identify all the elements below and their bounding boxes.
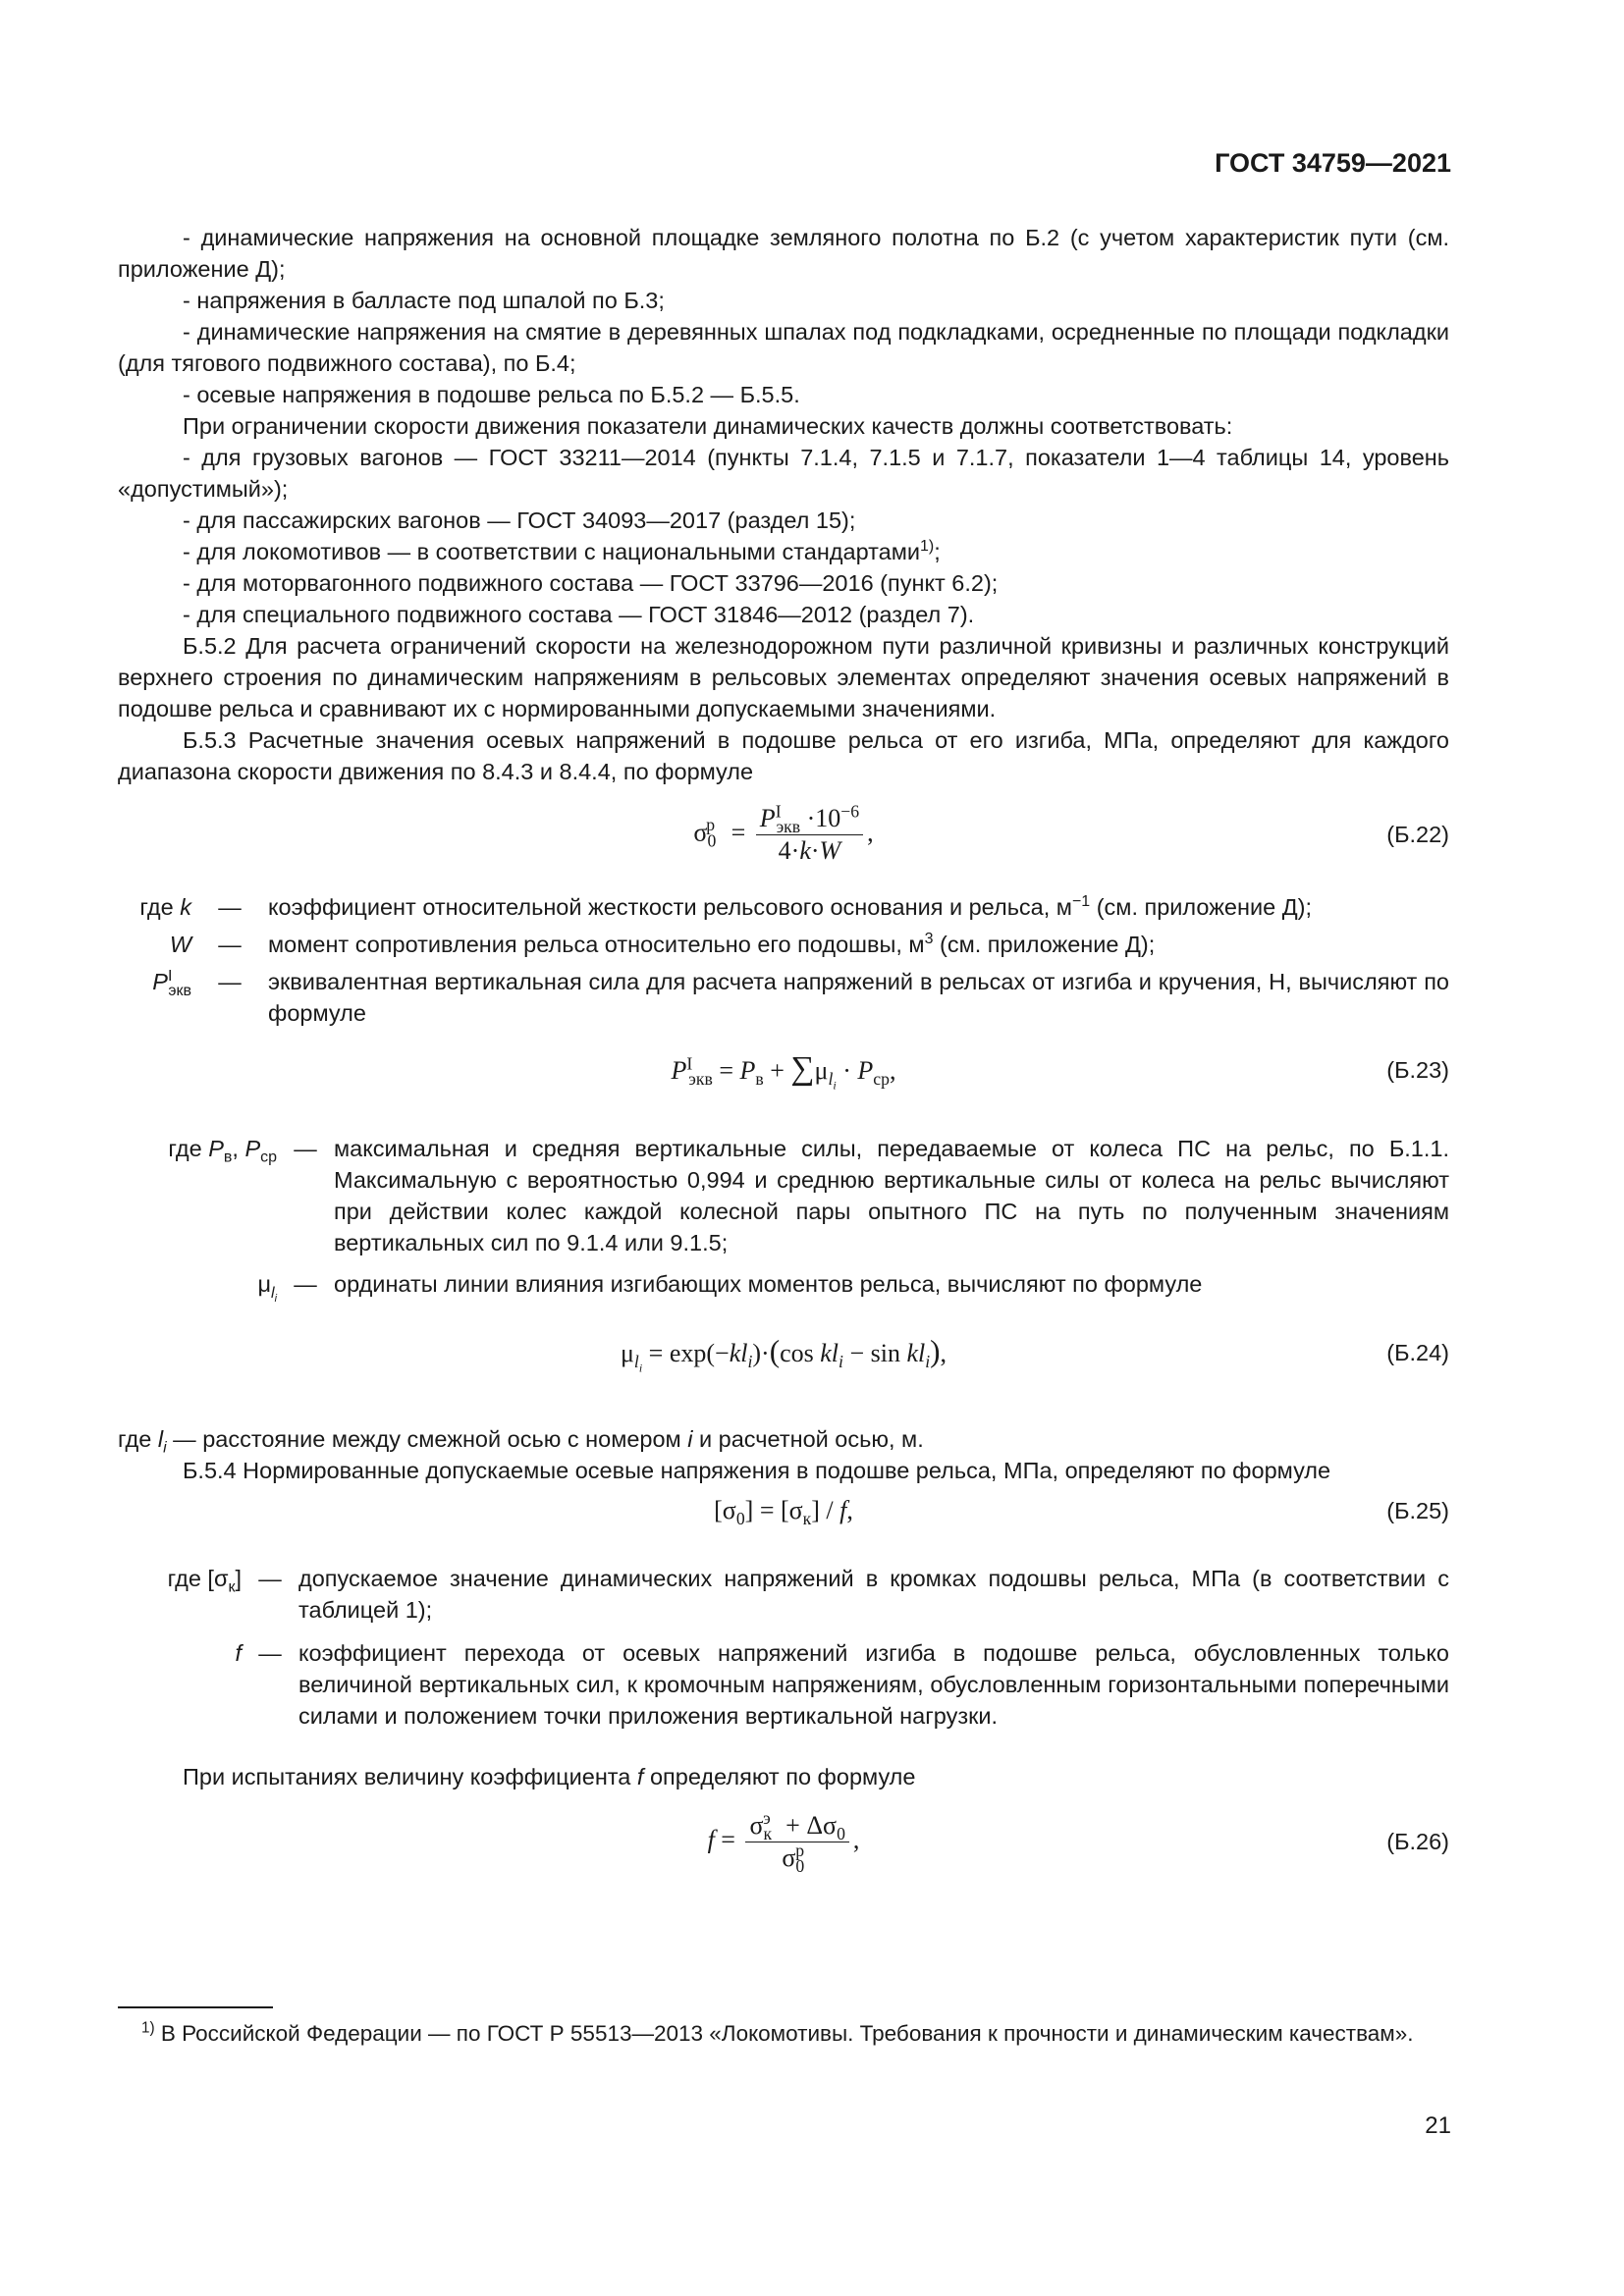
where-p-avg-row: где $P_в$, $P_{ср}$ — максимальная и средняя вертикальные силы, передаваемые от колеса ПС на рельс, по Б.1.1. Максимальную с вероятностью 0,994 и среднюю вертикальные силы от колеса на рельс вычисляют при действии колес каждой колесной пары опытного ПС на путь по полученным значениям вертикальных сил по 9.1.4 или 9.1.5; [118, 1133, 1449, 1258]
intro-item-4: - осевые напряжения в подошве рельса по Б.5.2 — Б.5.5. [183, 382, 800, 407]
speed-limit-intro: При ограничении скорости движения показатели динамических качеств должны соответствовать: [183, 413, 1233, 439]
p-equivalent-description: эквивалентная вертикальная сила для расчета напряжений в рельсах от изгиба и кручения, Н, вычисляют по формуле [268, 969, 1449, 1026]
formula-b22-expression: $\sigma_0^р$ = $\frac{P^I_{экв} \cdot 10^{-6}}{4\cdot k\cdot W}$ , [693, 800, 874, 865]
footnote [118, 2018, 1449, 2049]
footnote-ref: 1) [919, 538, 935, 556]
formula-b26 [118, 1792, 1449, 1891]
intro-item-2: - напряжения в балласте под шпалой по Б.3; [183, 288, 665, 313]
f-description: коэффициент перехода от осевых напряжений изгиба в подошве рельса, обусловленных только величиной вертикальных сил, к кромочным напряжениям, обусловленным горизонтальными поперечными силами и положением точки приложения вертикальной нагрузки. [298, 1640, 1449, 1729]
loco-text-end: ; [934, 539, 941, 564]
paragraph-f-intro: При испытаниях величину коэффициента f определяют по формуле [183, 1764, 916, 1789]
p-max-avg-description: максимальная и средняя вертикальные силы, передаваемые от колеса ПС на рельс, по Б.1.1. Максимальную с вероятностью 0,994 и среднюю вертикальные силы от колеса на рельс вычисляют при действии колес каждой колесной пары опытного ПС на путь по полученным значениям вертикальных сил по 9.1.4 или 9.1.5; [334, 1136, 1449, 1255]
where-sigma-row: где $[\sigma_к]$ — допускаемое значение динамических напряжений в кромках подошвы рельса, МПа (в соответствии с таблицей 1); [118, 1563, 1449, 1626]
paragraph-b54: Б.5.4 Нормированные допускаемые осевые напряжения в подошве рельса, МПа, определяют по формуле [183, 1458, 1331, 1483]
loco-text: - для локомотивов — в соответствии с национальными стандартами [183, 539, 920, 564]
speed-item-passenger: - для пассажирских вагонов — ГОСТ 34093—2017 (раздел 15); [183, 507, 856, 533]
formula-b26-number: (Б.26) [1386, 1829, 1449, 1854]
formula-b24 [118, 1300, 1449, 1406]
formula-b23-expression: $P^I_{экв} = P_в + \sum\mu_{l_i} \cdot P_{ср}$, [671, 1050, 896, 1093]
w-description: момент сопротивления рельса относительно его подошвы, $м^3$ (см. приложение Д); [268, 931, 1156, 957]
page-number: 21 [1425, 2112, 1451, 2139]
where-f-row: f — коэффициент перехода от осевых напряжений изгиба в подошве рельса, обусловленных только величиной вертикальных сил, к кромочным напряжениям, обусловленным горизонтальными поперечными силами и положением точки приложения вертикальной нагрузки. [118, 1637, 1449, 1732]
speed-item-multiple-unit: - для моторвагонного подвижного состава — ГОСТ 33796—2016 (пункт 6.2); [183, 570, 999, 596]
formula-b23-number: (Б.23) [1386, 1057, 1449, 1083]
footnote-text: В Российской Федерации — по ГОСТ Р 55513—2013 «Локомотивы. Требования к прочности и динамическим качествам». [154, 2021, 1414, 2046]
formula-b22 [118, 787, 1449, 881]
intro-item-1: - динамические напряжения на основной площадке земляного полотна по Б.2 (с учетом характеристик пути (см. приложение Д); [118, 225, 1449, 282]
formula-b26-expression: f = $\frac{\sigma_к^э + \Delta\sigma_0}{\sigma_0^р}$ , [707, 1807, 860, 1876]
formula-b25-number: (Б.25) [1386, 1498, 1449, 1523]
mu-description: ординаты линии влияния изгибающих моментов рельса, вычисляют по формуле [334, 1271, 1203, 1297]
where-lead: где [139, 894, 174, 920]
speed-item-freight: - для грузовых вагонов — ГОСТ 33211—2014 (пункты 7.1.4, 7.1.5 и 7.1.7, показатели 1—4 таблицы 14, уровень «допустимый»); [118, 445, 1449, 502]
where-k-row: где k — коэффициент относительной жесткости рельсового основания и рельса, $м^{-1}$ (см. приложение Д); [118, 891, 1449, 923]
page-body [118, 222, 1449, 1891]
formula-b24-expression: $\mu_{l_i} = \exp(-kl_i)\cdot(\cos$ $kl_i - \sin kl_i$), [620, 1334, 947, 1375]
speed-item-special: - для специального подвижного состава — ГОСТ 31846—2012 (раздел 7). [183, 602, 975, 627]
where-mu-row: $\mu_{l_i}$ — ординаты линии влияния изгибающих моментов рельса, вычисляют по формуле [118, 1268, 1449, 1300]
where-w-row: W — момент сопротивления рельса относительно его подошвы, $м^3$ (см. приложение Д); [118, 929, 1449, 960]
paragraph-b52: Б.5.2 Для расчета ограничений скорости на железнодорожном пути различной кривизны и различных конструкций верхнего строения по динамическим напряжениям в рельсовых элементах определяют значения осевых напряжений в подошве рельса и сравнивают их с нормированными допускаемыми значениями. [118, 633, 1449, 721]
formula-b25-expression: $[\sigma_0] = [\sigma_к] / f$, [714, 1496, 853, 1529]
sigma-k-description: допускаемое значение динамических напряжений в кромках подошвы рельса, МПа (в соответствии с таблицей 1); [298, 1566, 1449, 1623]
speed-item-locomotive [118, 536, 1449, 567]
where-p-row: $P^I_{экв}$ — эквивалентная вертикальная сила для расчета напряжений в рельсах от изгиба и кручения, Н, вычисляют по формуле [118, 966, 1449, 1029]
where-li-row: где $l_i$ — расстояние между смежной осью с номером i и расчетной осью, м. [118, 1426, 924, 1457]
formula-b25 [118, 1486, 1449, 1535]
intro-item-3: - динамические напряжения на смятие в деревянных шпалах под подкладками, осредненные по площади подкладки (для тягового подвижного состава), по Б.4; [118, 319, 1449, 376]
formula-b22-number: (Б.22) [1386, 822, 1449, 847]
k-description: коэффициент относительной жесткости рельсового основания и рельса, $м^{-1}$ (см. приложение Д); [268, 893, 1312, 920]
footnote-mark: 1) [141, 2019, 155, 2037]
standard-code-header: ГОСТ 34759—2021 [1215, 148, 1451, 178]
footnote-separator [118, 2006, 273, 2008]
paragraph-b53: Б.5.3 Расчетные значения осевых напряжений в подошве рельса от его изгиба, МПа, определяют для каждого диапазона скорости движения по 8.4.3 и 8.4.4, по формуле [118, 727, 1449, 784]
formula-b23 [118, 1029, 1449, 1111]
formula-b24-number: (Б.24) [1386, 1340, 1449, 1365]
